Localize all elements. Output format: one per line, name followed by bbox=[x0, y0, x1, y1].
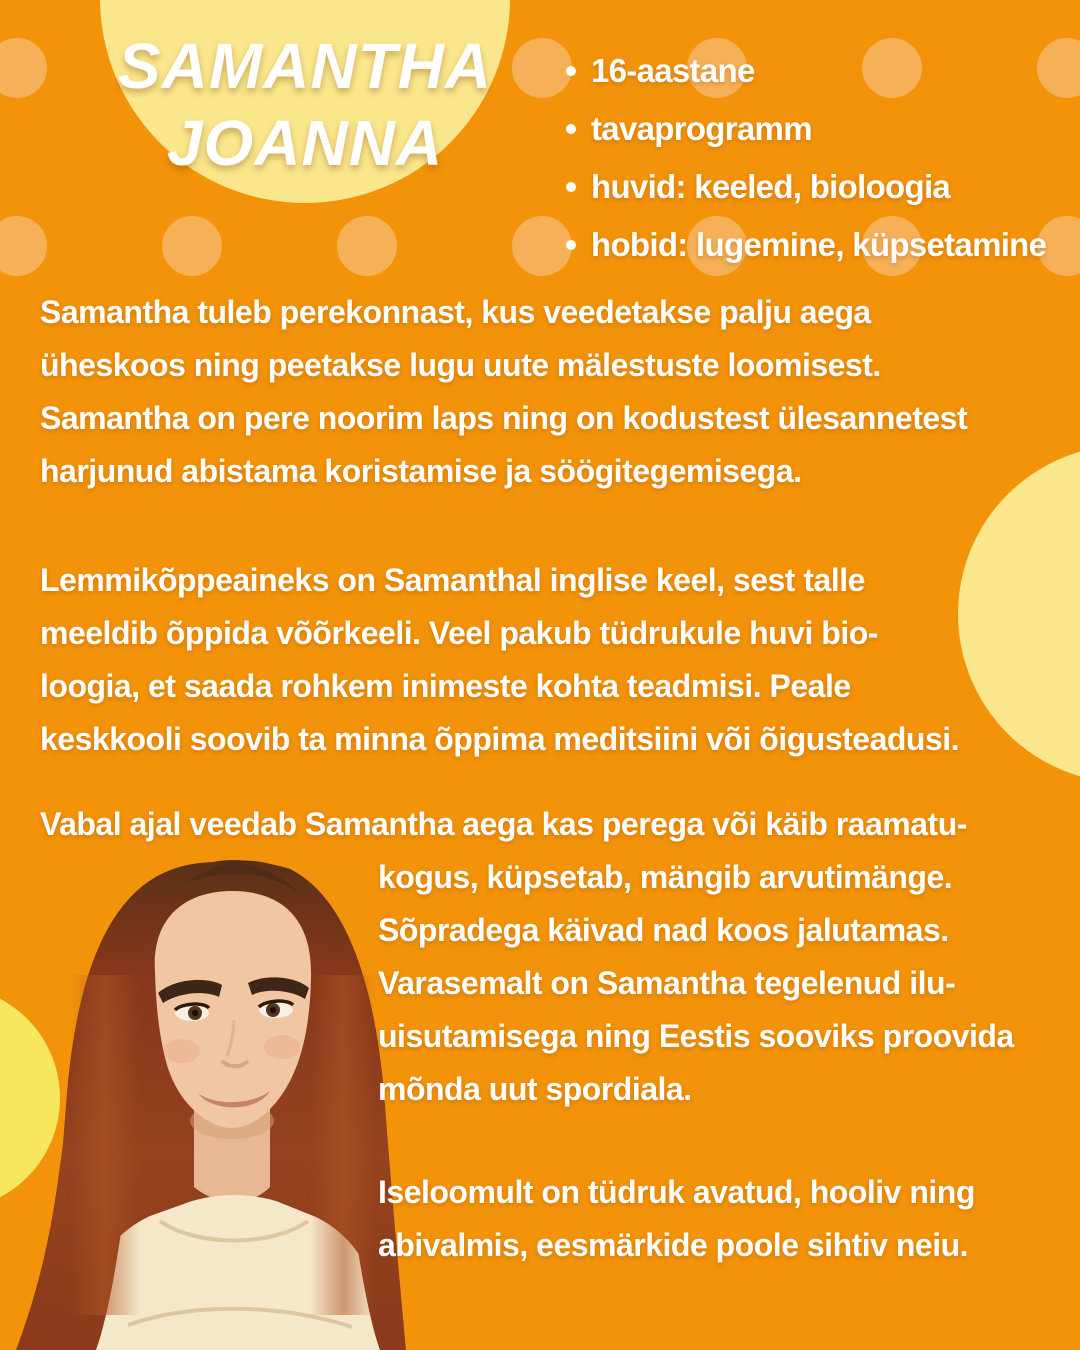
text-line: uisutamisega ning Eestis sooviks proovida bbox=[378, 1018, 1014, 1054]
text-line: Lemmikõppeaineks on Samanthal inglise keel, sest talle bbox=[40, 562, 865, 598]
hair-highlight bbox=[310, 975, 376, 1315]
cheek-right bbox=[264, 1035, 300, 1059]
fact-label: hobid: lugemine, küpsetamine bbox=[591, 226, 1047, 263]
fact-label: huvid: keeled, bioloogia bbox=[591, 168, 951, 205]
fact-hobbies bbox=[566, 216, 1046, 274]
text-line: abivalmis, eesmärkide poole sihtiv neiu. bbox=[378, 1227, 969, 1263]
fact-age bbox=[566, 42, 1046, 100]
bullet-dot-icon bbox=[566, 182, 576, 192]
paragraph-freetime-intro bbox=[40, 798, 967, 851]
eye-left-pupil bbox=[192, 1010, 198, 1016]
eye-right-pupil bbox=[270, 1007, 276, 1013]
fact-program bbox=[566, 100, 1046, 158]
polka-dot bbox=[512, 216, 572, 276]
paragraph-freetime bbox=[378, 851, 1014, 1116]
cheek-left bbox=[164, 1039, 200, 1063]
text-line: loogia, et saada rohkem inimeste kohta teadmisi. Peale bbox=[40, 668, 851, 704]
paragraph-school bbox=[40, 554, 959, 766]
polka-dot bbox=[337, 216, 397, 276]
bullet-dot-icon bbox=[566, 66, 576, 76]
text-line: Iseloomult on tüdruk avatud, hooliv ning bbox=[378, 1174, 975, 1210]
facts-list bbox=[566, 42, 1046, 274]
text-line: harjunud abistama koristamise ja söögitegemisega. bbox=[40, 453, 802, 489]
text-line: mõnda uut spordiala. bbox=[378, 1071, 692, 1107]
fact-label: 16-aastane bbox=[591, 52, 755, 89]
text-line: keskkooli soovib ta minna õppima meditsiini või õigusteadusi. bbox=[40, 721, 960, 757]
text-line: Vabal ajal veedab Samantha aega kas perega või käib raamatu- bbox=[40, 806, 967, 842]
text-line: Samantha on pere noorim laps ning on kodustest ülesannetest bbox=[40, 400, 968, 436]
polka-dot bbox=[162, 216, 222, 276]
fact-label: tavaprogramm bbox=[591, 110, 812, 147]
bullet-dot-icon bbox=[566, 240, 576, 250]
fact-interests bbox=[566, 158, 1046, 216]
polka-dot bbox=[0, 216, 47, 276]
title-line-1: SAMANTHA bbox=[117, 30, 493, 102]
portrait-photo bbox=[10, 855, 430, 1350]
text-line: Sõpradega käivad nad koos jalutamas. bbox=[378, 912, 949, 948]
polka-dot bbox=[0, 38, 47, 98]
page-title bbox=[95, 28, 515, 182]
right-decor-circle bbox=[958, 445, 1080, 783]
text-line: kogus, küpsetab, mängib arvutimänge. bbox=[378, 859, 953, 895]
paragraph-character bbox=[378, 1166, 975, 1272]
hair-highlight bbox=[70, 975, 140, 1315]
title-line-2: JOANNA bbox=[166, 107, 444, 179]
text-line: Varasemalt on Samantha tegelenud ilu- bbox=[378, 965, 956, 1001]
paragraph-family bbox=[40, 286, 967, 498]
text-line: Samantha tuleb perekonnast, kus veedetakse palju aega bbox=[40, 294, 871, 330]
bullet-dot-icon bbox=[566, 124, 576, 134]
polka-dot bbox=[512, 38, 572, 98]
text-line: meeldib õppida võõrkeeli. Veel pakub tüdrukule huvi bio- bbox=[40, 615, 878, 651]
text-line: üheskoos ning peetakse lugu uute mälestuste loomisest. bbox=[40, 347, 881, 383]
